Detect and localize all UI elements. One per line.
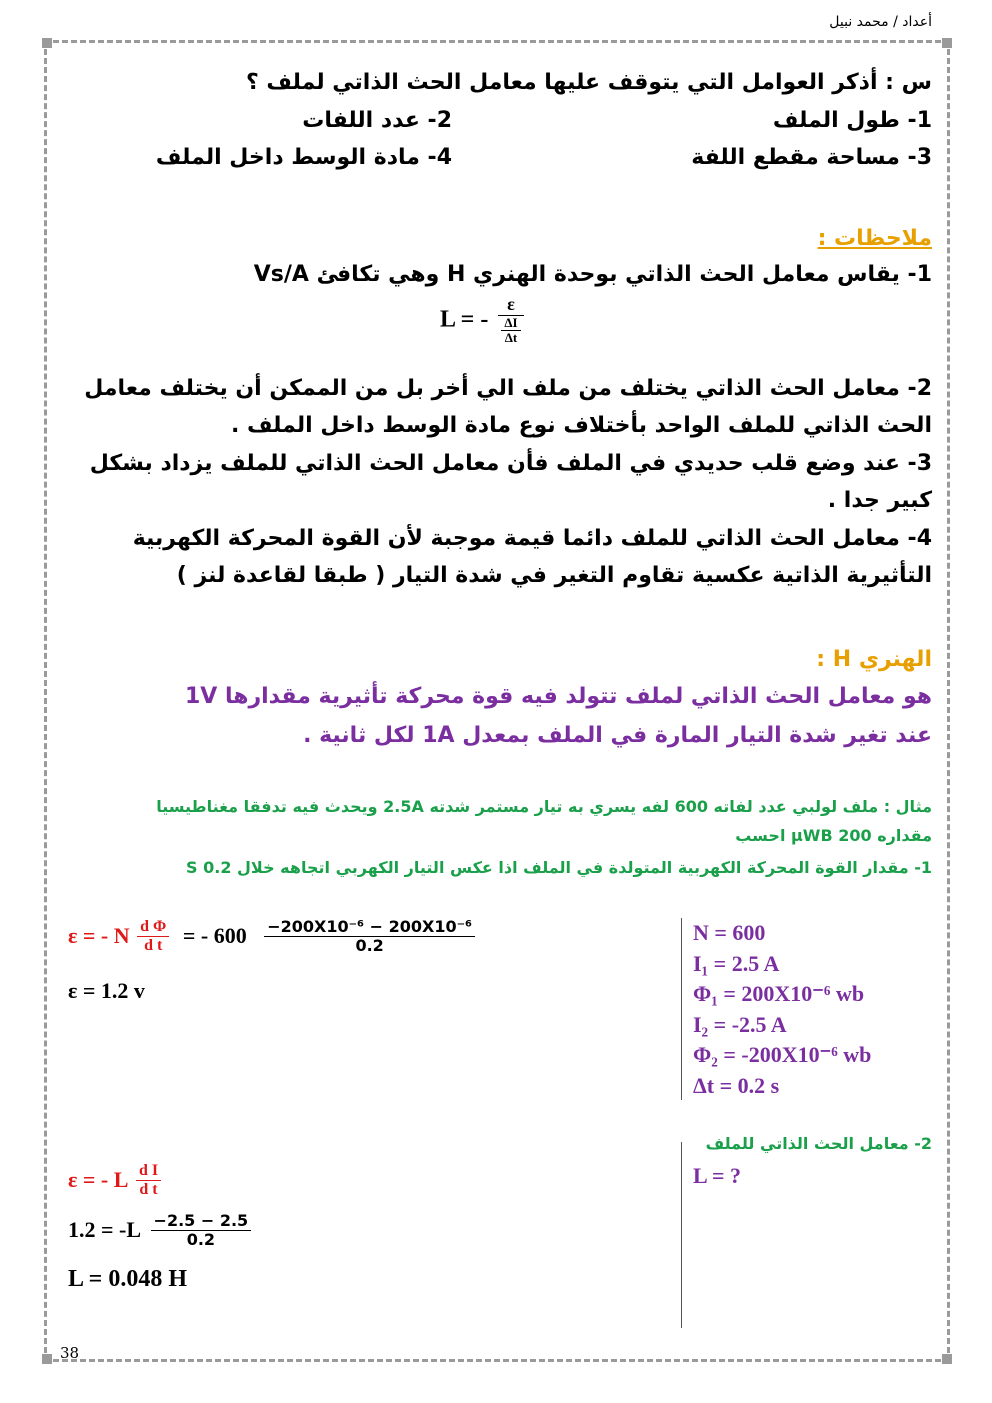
henry-line2: عند تغير شدة التيار المارة في الملف بمعدل 1A لكل ثانية . [303, 723, 932, 748]
s2-line2-num: −2.5 − 2.5 [151, 1212, 252, 1231]
note-3-line2: كبير جدا . [827, 488, 932, 513]
s1-dden: d t [144, 936, 163, 954]
factor-4: 4- مادة الوسط داخل الملف [155, 145, 452, 170]
l-formula-num: ε [498, 295, 523, 316]
s1-lhs: ε = - N [68, 923, 130, 949]
s2-lhs: ε = - L [68, 1167, 129, 1193]
notes-heading: ملاحظات : [817, 226, 932, 251]
l-formula-den-den: Δt [504, 330, 518, 346]
s2-dden: d t [139, 1180, 158, 1198]
page-number: 38 [60, 1344, 80, 1362]
given-l: L = ? [693, 1163, 741, 1188]
note-2-line1: 2- معامل الحث الذاتي يختلف من ملف الي أخر بل من الممكن أن يختلف معامل [84, 376, 932, 401]
author-credit: أعداد / محمد نبيل [829, 14, 932, 30]
example-q1: 1- مقدار القوة المحركة الكهربية المتولدة في الملف اذا عكس التيار الكهربي اتجاهه خلال 0.2 S [186, 858, 932, 877]
given-i2: I₂ = -2.5 A [693, 1011, 787, 1037]
given-list [693, 918, 871, 1101]
solution1-result: ε = 1.2 v [68, 978, 145, 1003]
s1-dnum: d Φ [137, 918, 169, 937]
example-line1: مثال : ملف لولبي عدد لفاته 600 لفه يسري به تيار مستمر شدته 2.5A ويحدث فيه تدفقا مغناطيسيا [156, 797, 932, 816]
note-4-line2: التأثيرية الذاتية عكسية تقاوم التغير في شدة التيار ( طبقا لقاعدة لنز ) [176, 563, 932, 588]
l-formula-den-num: ΔI [501, 316, 520, 331]
given-n: N = 600 [693, 920, 766, 945]
factor-3: 3- مساحة مقطع اللفة [691, 145, 932, 170]
solution2-equation [68, 1162, 163, 1198]
s2-dnum: d I [136, 1162, 161, 1181]
henry-line1: هو معامل الحث الذاتي لملف تتولد فيه قوة محركة تأثيرية مقدارها 1V [184, 684, 932, 709]
given-dt: Δt = 0.2 s [693, 1072, 780, 1098]
note-4-line1: 4- معامل الحث الذاتي للملف دائما قيمة موجبة لأن القوة المحركة الكهربية [132, 526, 932, 551]
example-q2: 2- معامل الحث الذاتي للملف [705, 1134, 932, 1153]
l-formula-lhs: L = - [440, 306, 489, 333]
factor-1: 1- طول الملف [772, 108, 932, 133]
solution2-line2 [68, 1212, 255, 1248]
solution2-result: L = 0.048 H [68, 1266, 188, 1292]
l-formula [440, 295, 528, 345]
factor-2: 2- عدد اللفات [302, 108, 452, 133]
solution1-equation [68, 918, 479, 954]
s2-line2-den: 0.2 [186, 1229, 216, 1249]
s2-line2-lhs: 1.2 = -L [68, 1217, 142, 1243]
henry-heading: الهنري H : [816, 647, 932, 672]
given-i1: I₁ = 2.5 A [693, 950, 780, 976]
s1-bignum: −200X10⁻⁶ − 200X10⁻⁶ [264, 918, 475, 937]
s1-bigden: 0.2 [355, 935, 384, 955]
given-divider [681, 918, 682, 1100]
note-2-line2: الحث الذاتي للملف الواحد بأختلاف نوع مادة الوسط داخل الملف . [230, 413, 932, 438]
given-divider-2 [681, 1142, 682, 1328]
example-line2: مقداره 200 μWB احسب [735, 826, 932, 845]
question-text: س : أذكر العوامل التي يتوقف عليها معامل الحث الذاتي لملف ؟ [245, 70, 932, 95]
given-phi1: Φ₁ = 200X10⁻⁶ wb [693, 981, 865, 1006]
note-1: 1- يقاس معامل الحث الذاتي بوحدة الهنري H وهي تكافئ Vs/A [253, 262, 932, 287]
s1-mid: = - 600 [182, 923, 247, 949]
note-3-line1: 3- عند وضع قلب حديدي في الملف فأن معامل الحث الذاتي للملف يزداد بشكل [89, 451, 932, 476]
given-phi2: Φ₂ = -200X10⁻⁶ wb [693, 1042, 872, 1067]
